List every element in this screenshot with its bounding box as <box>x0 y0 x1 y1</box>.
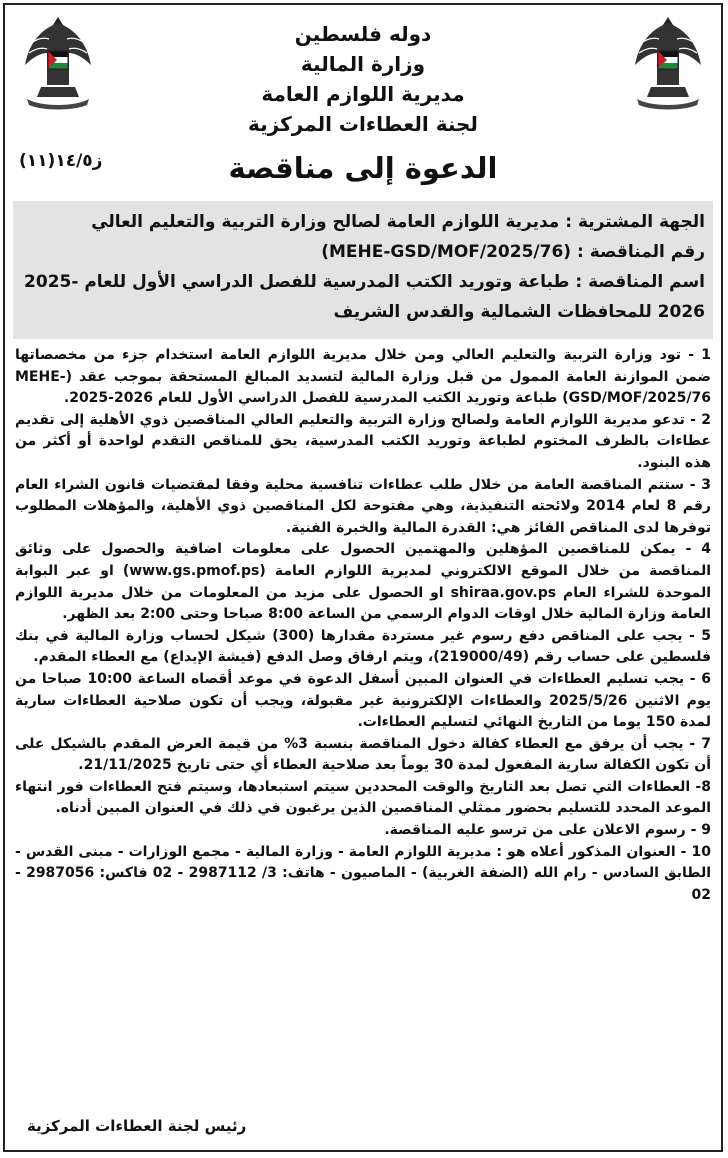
clause-1: 1 - تود وزارة التربية والتعليم العالي ومن خلال مديرية اللوازم العامة استخدام جزء من مخصصاتها ضمن الموازنة العامة الممول من قبل وزارة المالية لتسديد المبالغ المستحقة بموجب عقد (MEHE-GSD/MOF/2025/76) طباعة وتوريد الكتب المدرسية للفصل الدراسي الأول للعام 2026-2025. <box>15 347 711 407</box>
clause-3: 3 - ستتم المناقصة العامة من خلال طلب عطاءات تنافسية محلية وفقا لمقتضيات قانون الشراء العام رقم 8 لعام 2014 ولائحته التنفيذية، وهي مفتوحة لكل المناقصين ذوي الأهلية، والمؤهلات المطلوب توفرها لدى المناقص الفائز هي: القدرة المالية والخبرة الفنية. <box>15 476 711 536</box>
tender-number-line: رقم المناقصة : (MEHE-GSD/MOF/2025/76) <box>321 242 705 262</box>
reference-number: ز١٤/٥(١١) <box>19 151 103 171</box>
clause-6: 6 - يجب تسليم العطاءات في العنوان المبين أسفل الدعوة في موعد أقصاه الساعة 10:00 صباحا من يوم الاثنين 2025/5/26 والعطاءات الإلكترونية غير مقبولة، ويجب أن تكون صلاحية العطاءات سارية لمدة 150 يوما من التاريخ النهائي لتسليم العطاءات. <box>15 670 711 731</box>
tender-name-line-1: اسم المناقصة : طباعة وتوريد الكتب المدرسية للفصل الدراسي الأول للعام -2025 <box>24 272 705 292</box>
clause-7: 7 - يجب أن يرفق مع العطاء كفالة دخول المناقصة بنسبة 3% من قيمة العرض المقدم بالشيكل على أن تكون الكفالة سارية المفعول لمدة 30 يوماً بعد صلاحية العطاء أي حتى تاريخ 21/11/2025. <box>15 735 711 774</box>
clause-5: 5 - يجب على المناقص دفع رسوم غير مستردة مقدارها (300) شيكل لحساب وزارة المالية في بنك فلسطين على حساب رقم (219000/49)، ويتم ارفاق وصل الدفع (فيشة الإيداع) مع العطاء المقدم. <box>15 627 711 666</box>
header-state: دوله فلسطين <box>294 22 432 46</box>
header-ministry: وزارة المالية <box>300 52 426 76</box>
clause-4: 4 - يمكن للمناقصين المؤهلين والمهتمين الحصول على معلومات اضافية والحصول على وثائق المناقصة من خلال الموقع الالكتروني لمديرية اللوازم العامة (www.gs.pmof.ps) او عبر البوابة الموحدة للشراء العام shiraa.gov.ps او الحصول على مزيد من المعلومات من خلال مديرية اللوازم العامة وزارة المالية خلال اوقات الدوام الرسمي من الساعة 8:00 صباحا وحتى 2:00 بعد الظهر. <box>15 541 711 623</box>
header-committee: لجنة العطاءات المركزية <box>248 112 478 136</box>
clause-8: 8- العطاءات التي تصل بعد التاريخ والوقت المحددين سيتم استبعادها، وسيتم فتح العطاءات فور انتهاء الموعد المحدد للتسليم بحضور ممثلي المناقصين الذين يرغبون في ذلك في العنوان المبين أدناه. <box>15 778 711 817</box>
clause-9: 9 - رسوم الاعلان على من ترسو عليه المناقصة. <box>384 822 711 839</box>
tender-info-box <box>13 201 713 339</box>
tender-clauses <box>15 345 711 906</box>
signature-line: رئيس لجنة العطاءات المركزية <box>27 1117 247 1135</box>
clause-2: 2 - تدعو مديرية اللوازم العامة ولصالح وزارة التربية والتعليم العالي المناقصين ذوي الأهلية إلى تقديم عطاءات بالظرف المختوم لطباعة وتوريد الكتب المدرسية، يحق للمناقص التقدم لواحدة أو أكثر من هذه البنود. <box>15 411 711 471</box>
clause-10: 10 - العنوان المذكور أعلاه هو : مديرية اللوازم العامة - وزارة المالية - مجمع الوزارات - مبنى القدس - الطابق السادس - رام الله (الضفة الغربية) - الماصيون - هاتف: 3/ 2987112 - 02 فاكس: 2987056 - 02 <box>15 843 711 903</box>
purchaser-line: الجهة المشترية : مديرية اللوازم العامة لصالح وزارة التربية والتعليم العالي <box>91 212 705 232</box>
header-directorate: مديرية اللوازم العامة <box>261 82 465 106</box>
tender-announcement <box>3 3 723 1152</box>
palestine-eagle-emblem-icon <box>631 13 705 111</box>
palestine-eagle-emblem-icon <box>21 13 95 111</box>
page-title: الدعوة إلى مناقصة <box>228 151 498 185</box>
issuer-header <box>145 19 581 139</box>
tender-name-line-2: 2026 للمحافظات الشمالية والقدس الشريف <box>333 302 705 322</box>
